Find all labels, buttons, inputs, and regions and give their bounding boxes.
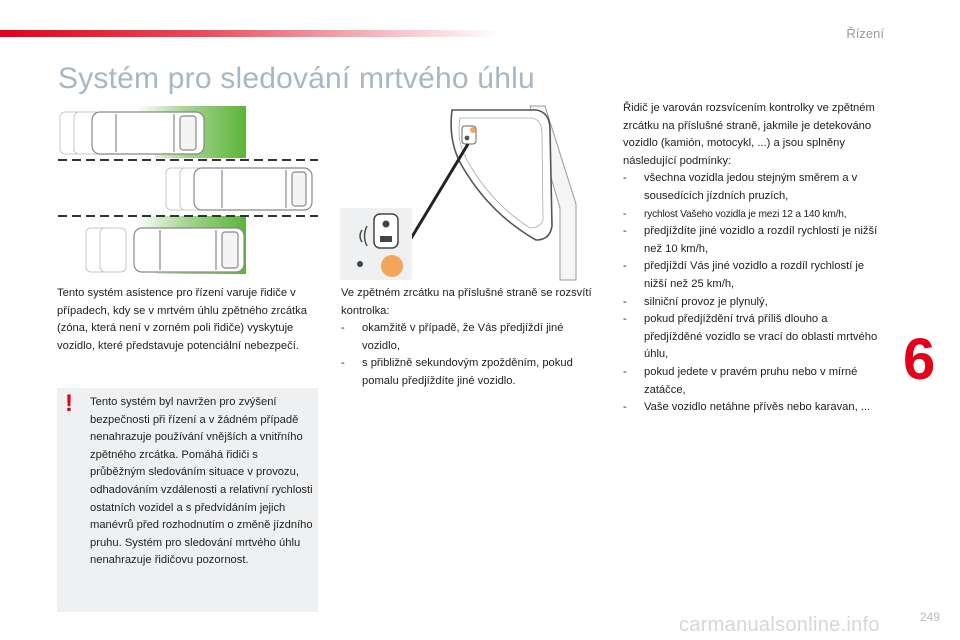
callout-line bbox=[404, 144, 468, 250]
van-top bbox=[92, 112, 204, 154]
mirror-indicator-text bbox=[341, 285, 603, 391]
header-accent-bar bbox=[0, 30, 500, 37]
page-title: Systém pro sledování mrtvého úhlu bbox=[58, 62, 535, 95]
section-label: Řízení bbox=[846, 26, 884, 41]
page-number: 249 bbox=[919, 610, 940, 624]
list-item: - silniční provoz je plynulý, bbox=[623, 294, 889, 312]
warning-box bbox=[57, 388, 318, 612]
list-item: - pokud předjíždění trvá příliš dlouho a předjížděné vozidlo se vrací do oblasti mrtvého úhlu, bbox=[623, 311, 889, 364]
warning-icon: ! bbox=[65, 390, 73, 417]
list-item: - předjíždíte jiné vozidlo a rozdíl rychlostí je nižší než 10 km/h, bbox=[623, 223, 889, 258]
intro-text: Tento systém asistence pro řízení varuje řidiče v případech, kdy se v mrtvém úhlu zpětného zrcátka (zóna, která není v zorném poli řidiče) vyskytuje vozidlo, které představuje potenciální nebezpečí. bbox=[57, 287, 307, 352]
mirror-indicator-intro: Ve zpětném zrcátku na příslušné straně se rozsvítí kontrolka: bbox=[341, 287, 592, 317]
list-item: - předjíždí Vás jiné vozidlo a rozdíl rychlostí je nižší než 25 km/h, bbox=[623, 258, 889, 293]
list-item: - pokud jedete v pravém pruhu nebo v mírné zatáčce, bbox=[623, 364, 889, 399]
van-bottom bbox=[134, 228, 244, 272]
mirror-indicator-list bbox=[341, 320, 603, 390]
list-item: - okamžitě v případě, že Vás předjíždí jiné vozidlo, bbox=[341, 320, 603, 355]
conditions-intro: Řidič je varován rozsvícením kontrolky ve zpětném zrcátku na příslušné straně, jakmile je detekováno vozidlo (kamión, motocykl, ...) a jsou splněny následující podmínky: bbox=[623, 102, 875, 167]
conditions-list bbox=[623, 170, 889, 416]
own-vehicle bbox=[194, 168, 312, 210]
list-item: - Vaše vozidlo netáhne přívěs nebo karavan, ... bbox=[623, 399, 889, 417]
mirror-indicator-illustration bbox=[340, 104, 600, 282]
chapter-number: 6 bbox=[903, 327, 936, 392]
list-item: - všechna vozidla jedou stejným směrem a v sousedících jízdních pruzích, bbox=[623, 170, 889, 205]
conditions-text bbox=[623, 100, 889, 417]
blind-spot-lanes-illustration bbox=[56, 104, 320, 284]
list-item: - s přibližně sekundovým zpožděním, pokud pomalu předjíždíte jiné vozidlo. bbox=[341, 355, 603, 390]
watermark: carmanualsonline.info bbox=[679, 614, 880, 636]
list-item: - rychlost Vašeho vozidla je mezi 12 a 140 km/h, bbox=[623, 206, 889, 224]
warning-text: Tento systém byl navržen pro zvýšení bezpečnosti při řízení a v žádném případě nenahrazuje používání vnějších a vnitřního zpětného zrcátka. Pomáhá řidiči s průběžným sledováním situace v provozu, odhadováním vzdálenosti a relativní rychlosti ostatních vozidel a s předvídáním jejich manévrů před rozhodnutím o změně jízdního pruhu. Systém pro sledování mrtvého úhlu nenahrazuje řidičovu pozornost. bbox=[90, 396, 313, 567]
